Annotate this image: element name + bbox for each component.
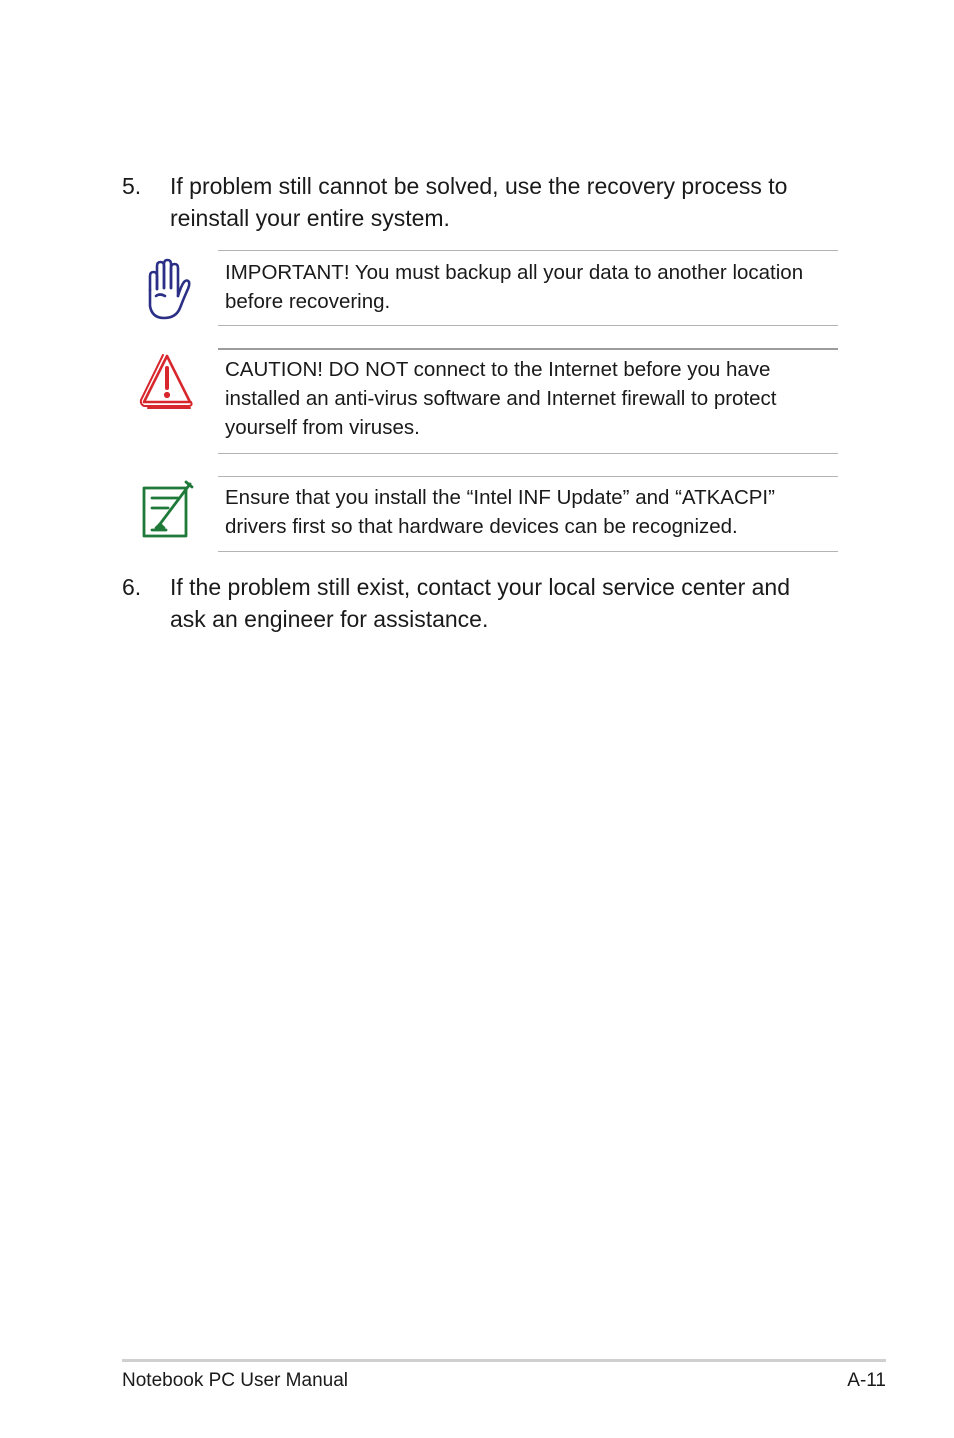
raised-hand-icon <box>138 256 196 328</box>
note-divider-top <box>218 348 838 350</box>
note-line: before recovering. <box>225 290 391 313</box>
note-line: installed an anti-virus software and Internet firewall to protect <box>225 387 777 410</box>
note-pencil-icon <box>138 478 196 550</box>
note-line: yourself from viruses. <box>225 416 420 439</box>
note-line: IMPORTANT! You must backup all your data to another location <box>225 261 804 284</box>
note-divider-top <box>218 250 838 251</box>
step-number: 5. <box>122 173 142 199</box>
note-divider-bottom <box>218 551 838 552</box>
step-line: If problem still cannot be solved, use the recovery process to <box>170 173 788 199</box>
note-divider-top <box>218 476 838 477</box>
important-note-text <box>225 258 835 316</box>
step-text <box>170 170 820 234</box>
note-line: drivers first so that hardware devices can be recognized. <box>225 515 738 538</box>
caution-note-text <box>225 355 835 442</box>
note-divider-bottom <box>218 453 838 454</box>
step-line: reinstall your entire system. <box>170 205 450 231</box>
step-line: ask an engineer for assistance. <box>170 606 489 632</box>
step-line: If the problem still exist, contact your local service center and <box>170 574 791 600</box>
footer-divider <box>122 1359 886 1362</box>
note-divider-bottom <box>218 325 838 326</box>
warning-triangle-icon <box>138 350 196 422</box>
page-number: A-11 <box>847 1370 886 1391</box>
footer-title: Notebook PC User Manual <box>122 1370 348 1391</box>
note-line: Ensure that you install the “Intel INF Update” and “ATKACPI” <box>225 486 775 509</box>
step-number: 6. <box>122 574 142 600</box>
note-line: CAUTION! DO NOT connect to the Internet before you have <box>225 358 771 381</box>
tip-note-text <box>225 483 835 541</box>
step-text <box>170 571 820 635</box>
